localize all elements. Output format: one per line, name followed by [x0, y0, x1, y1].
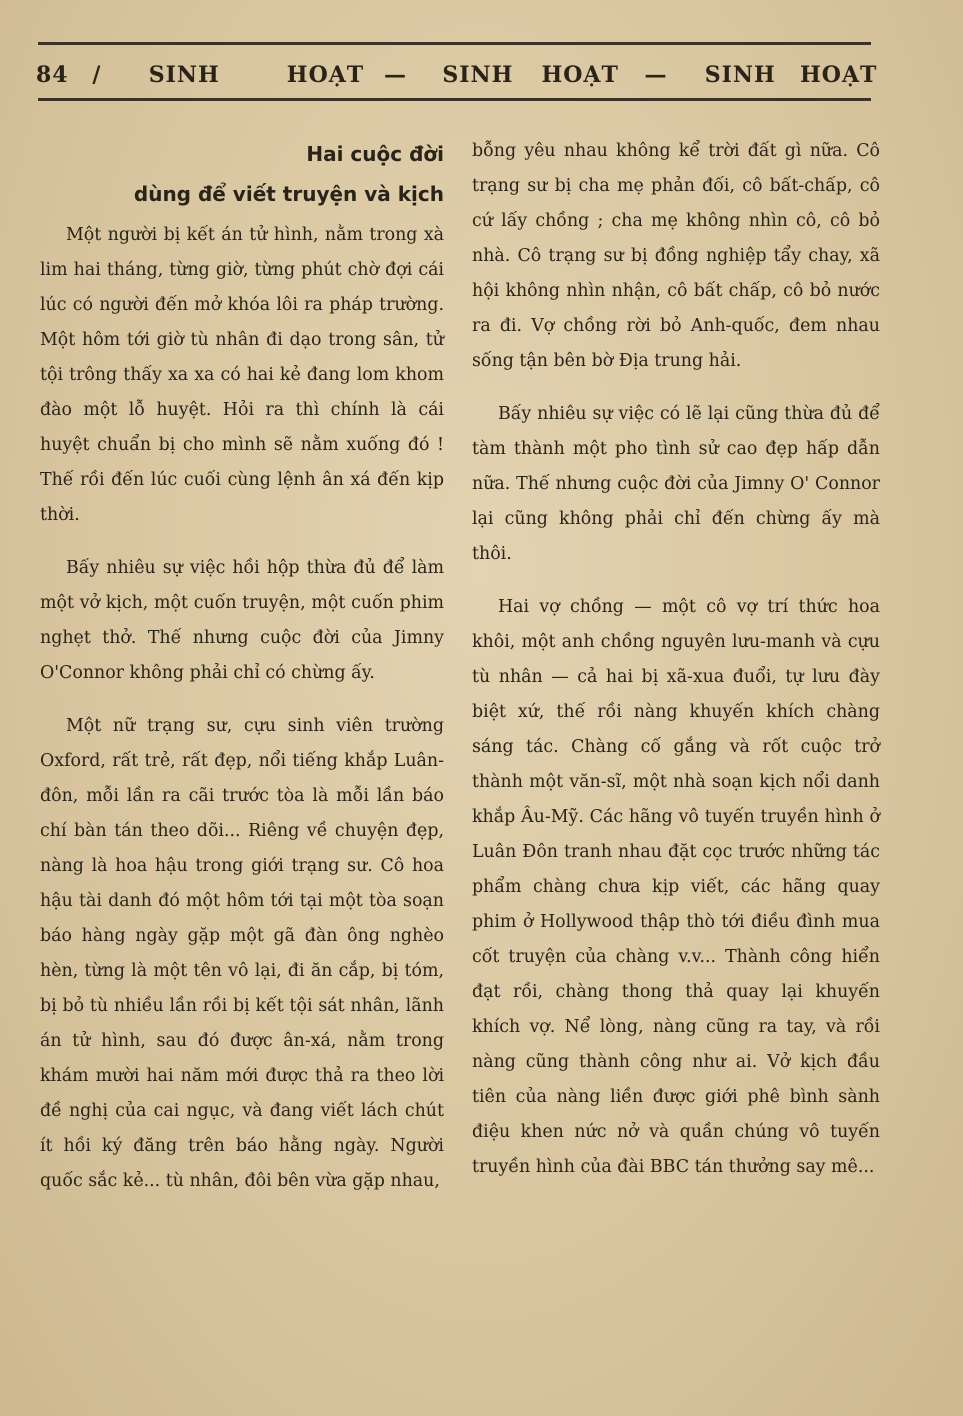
- header-separator: /: [92, 62, 102, 88]
- header-word: HOẠT: [286, 62, 365, 88]
- header-word: SINH: [148, 62, 220, 88]
- header-word: SINH: [704, 62, 776, 88]
- paragraph: Bấy nhiêu sự việc có lẽ lại cũng thừa đủ để tàm thành một pho tình sử cao đẹp hấp dẫn nữa. Thế nhưng cuộc đời của Jimny O' Connor lại cũng không phải chỉ đến chừng ấy mà thôi.: [472, 404, 880, 564]
- running-header: [36, 58, 876, 92]
- header-word: HOẠT: [541, 62, 619, 88]
- page-number: 84: [36, 62, 69, 88]
- paragraph: Bấy nhiêu sự việc hồi hộp thừa đủ để làm một vở kịch, một cuốn truyện, một cuốn phim nghẹt thở. Thế nhưng cuộc đời của Jimny O'Connor không phải chỉ có chừng ấy.: [40, 558, 444, 683]
- header-dash: —: [383, 62, 407, 88]
- header-dash: —: [644, 62, 668, 88]
- right-column: [472, 120, 880, 1185]
- paragraph: Hai vợ chồng — một cô vợ trí thức hoa khôi, một anh chồng nguyên lưu-manh và cựu tù nhân — cả hai bị xã-xua đuổi, tự lưu đày biệt xứ, thế rồi nàng khuyến khích chàng sáng tác. Chàng cố gắng và rốt cuộc trở thành một văn-sĩ, một nhà soạn kịch nổi danh khắp Âu-Mỹ. Các hãng vô tuyến truyền hình ở Luân Đôn tranh nhau đặt cọc trước những tác phẩm chàng chưa kịp viết, các hãng quay phim ở Hollywood thập thò tới điều đình mua cốt truyện của chàng v.v... Thành công hiển đạt rồi, chàng thong thả quay lại khuyến khích vợ. Nể lòng, nàng cũng ra tay, và rồi nàng cũng thành công như ai. Vở kịch đầu tiên của nàng liền được giới phê bình sành điệu khen nức nở và quần chúng vô tuyến truyền hình của đài BBC tán thưởng say mê...: [472, 597, 880, 1177]
- header-top-rule: [38, 42, 871, 45]
- header-word: HOẠT: [800, 62, 878, 88]
- article-title-line-2: dùng để viết truyện và kịch: [133, 182, 444, 206]
- paragraph: Một nữ trạng sư, cựu sinh viên trường Oxford, rất trẻ, rất đẹp, nổi tiếng khắp Luân-đôn, mỗi lần ra cãi trước tòa là mỗi lần báo chí bàn tán theo dõi... Riêng về chuyện đẹp, nàng là hoa hậu trong giới trạng sư. Cô hoa hậu tài danh đó một hôm tới tại một tòa soạn báo hàng ngày gặp một gã đàn ông nghèo hèn, từng là một tên vô lại, đi ăn cắp, bị tóm, bị bỏ tù nhiều lần rồi bị kết tội sát nhân, lãnh án tử hình, sau đó được ân-xá, nằm trong khám mười hai năm mới được thả ra theo lời đề nghị của cai ngục, và đang viết lách chút ít hồi ký đăng trên báo hằng ngày. Người quốc sắc kẻ... tù nhân, đôi bên vừa gặp nhau,: [40, 716, 444, 1191]
- article-title: [40, 134, 444, 214]
- left-column: [40, 120, 444, 1199]
- article-title-line-1: Hai cuộc đời: [306, 142, 444, 166]
- header-word: SINH: [442, 62, 514, 88]
- paragraph: bỗng yêu nhau không kể trời đất gì nữa. Cô trạng sư bị cha mẹ phản đối, cô bất-chấp, cô cứ lấy chồng ; cha mẹ không nhìn cô, cô bỏ nhà. Cô trạng sư bị đồng nghiệp tẩy chay, xã hội không nhìn nhận, cô bất chấp, cô bỏ nước ra đi. Vợ chồng rời bỏ Anh-quốc, đem nhau sống tận bên bờ Địa trung hải.: [472, 141, 880, 371]
- paragraph: Một người bị kết án tử hình, nằm trong xà lim hai tháng, từng giờ, từng phút chờ đợi cái lúc có người đến mở khóa lôi ra pháp trường. Một hôm tới giờ tù nhân đi dạo trong sân, tử tội trông thấy xa xa có hai kẻ đang lom khom đào một lỗ huyệt. Hỏi ra thì chính là cái huyệt chuẩn bị cho mình sẽ nằm xuống đó ! Thế rồi đến lúc cuối cùng lệnh ân xá đến kịp thời.: [40, 225, 444, 525]
- header-bottom-rule: [38, 98, 871, 101]
